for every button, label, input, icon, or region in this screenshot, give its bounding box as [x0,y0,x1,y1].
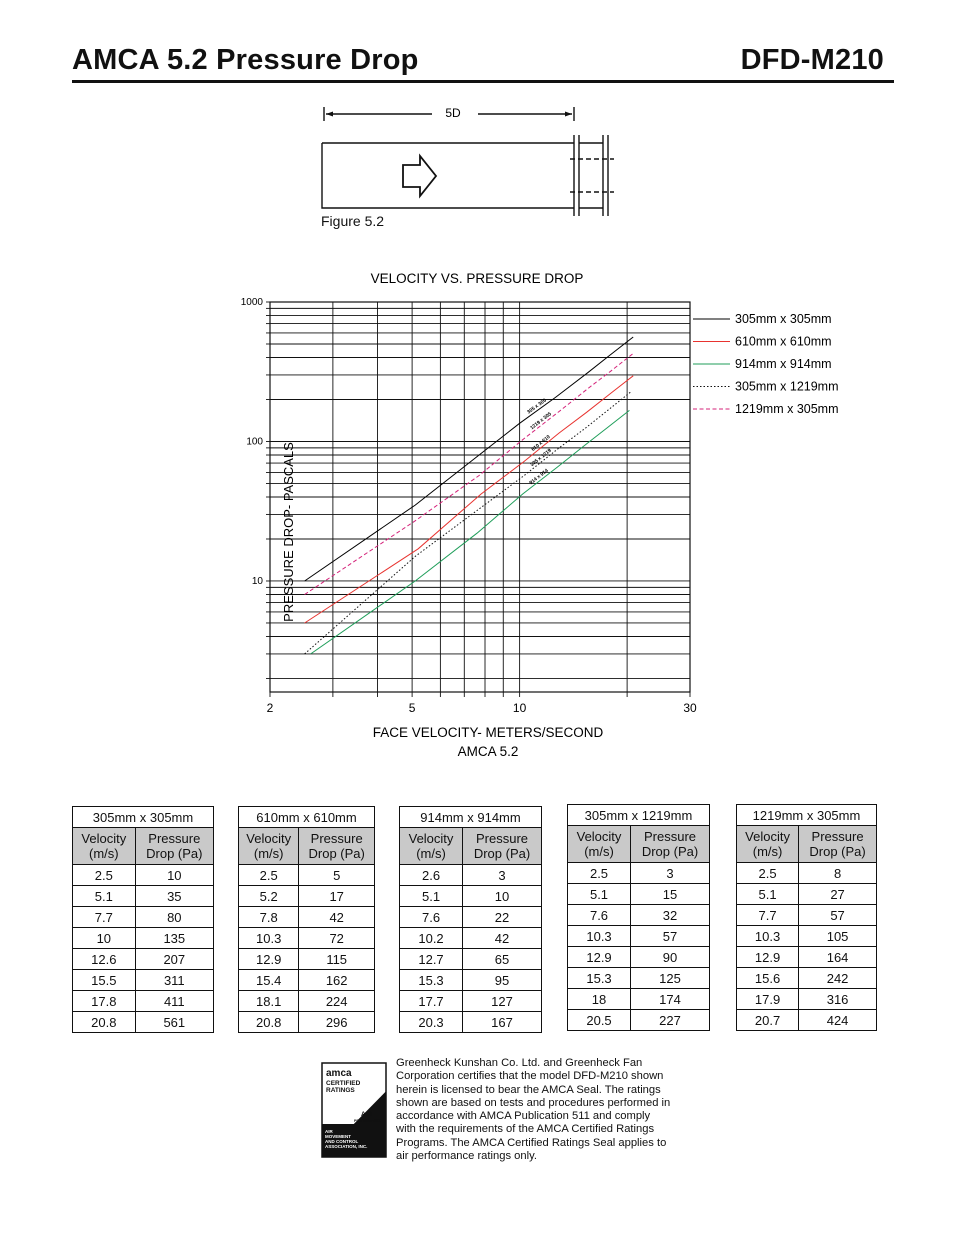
header-rule [72,80,894,83]
column-header-velocity: Velocity (m/s) [73,828,136,865]
pressure-cell: 8 [799,863,877,884]
x-tick-label: 5 [408,701,416,715]
chart-series [305,337,634,654]
seal-amca-text: amca [326,1068,352,1079]
y-tick-label: 100 [246,436,263,448]
pressure-cell: 95 [463,970,542,991]
table-row [73,1012,214,1033]
page-title: AMCA 5.2 Pressure Drop [72,44,419,76]
table-row [568,947,710,968]
certification-text: Greenheck Kunshan Co. Ltd. and Greenheck Fan Corporation certifies that the model DFD-M210 shown herein is licensed to bear the AMCA Seal. The ratings shown are based on tests and procedures performed in accordance with AMCA Publication 511 and comply with the requirements of the AMCA Certified Ratings Programs. The AMCA Certified Ratings Seal applies to air performance ratings only. [396,1057,671,1163]
velocity-cell: 7.7 [73,907,136,928]
pressure-cell: 42 [299,907,375,928]
model-number: DFD-M210 [740,44,884,76]
column-header-pressure: Pressure Drop (Pa) [631,826,710,863]
table-row [239,886,375,907]
duct-section [579,143,603,208]
table-row [239,928,375,949]
table-row [400,907,542,928]
velocity-cell: 15.3 [400,970,463,991]
pressure-cell: 224 [299,991,375,1012]
data-table-914x914 [399,806,542,1033]
table-row [239,1012,375,1033]
curve-label: 610 x 610 [530,434,552,453]
column-header-pressure: Pressure Drop (Pa) [135,828,213,865]
table-row [568,926,710,947]
pressure-cell: 174 [631,989,710,1010]
pressure-cell: 27 [799,884,877,905]
velocity-cell: 2.5 [239,865,299,886]
chart-title: VELOCITY VS. PRESSURE DROP [370,271,584,286]
column-header-velocity: Velocity (m/s) [239,828,299,865]
pressure-cell: 167 [463,1012,542,1033]
velocity-cell: 12.9 [737,947,799,968]
velocity-cell: 5.1 [568,884,631,905]
series-line-2 [305,376,634,623]
velocity-cell: 7.6 [568,905,631,926]
velocity-cell: 10.3 [568,926,631,947]
table-title: 1219mm x 305mm [737,805,877,826]
curve-label: 305 x 305 [526,397,548,416]
table-row [73,991,214,1012]
velocity-cell: 10.3 [737,926,799,947]
dim-arrow-left [326,112,333,117]
pressure-cell: 105 [799,926,877,947]
table-title: 305mm x 1219mm [568,805,710,826]
velocity-cell: 2.5 [73,865,136,886]
pressure-cell: 10 [135,865,213,886]
duct-flanges [574,135,608,216]
pressure-cell: 35 [135,886,213,907]
pressure-cell: 42 [463,928,542,949]
table-row [737,926,877,947]
table-row [568,863,710,884]
dimension-label: 5D [445,106,461,120]
pressure-cell: 22 [463,907,542,928]
velocity-cell: 17.8 [73,991,136,1012]
pressure-cell: 115 [299,949,375,970]
velocity-cell: 20.7 [737,1010,799,1031]
pressure-cell: 227 [631,1010,710,1031]
table-row [73,949,214,970]
table-row [239,970,375,991]
pressure-drop-chart [195,262,855,772]
velocity-cell: 12.7 [400,949,463,970]
table-row [73,886,214,907]
curve-label: 914 x 914 [528,467,550,487]
table-row [73,865,214,886]
pressure-cell: 5 [299,865,375,886]
table-row [73,970,214,991]
seal-performance-text: PERFORMANCE [354,1119,382,1123]
x-tick-label: 10 [512,701,527,715]
legend-label: 305mm x 1219mm [735,379,839,394]
column-header-velocity: Velocity (m/s) [568,826,631,863]
table-row [400,1012,542,1033]
velocity-cell: 5.1 [73,886,136,907]
table-row [737,968,877,989]
velocity-cell: 12.9 [568,947,631,968]
pressure-cell: 164 [799,947,877,968]
table-row [400,928,542,949]
y-tick-label: 1000 [240,297,263,308]
table-row [400,991,542,1012]
pressure-cell: 242 [799,968,877,989]
table-row [568,989,710,1010]
pressure-cell: 561 [135,1012,213,1033]
table-row [400,886,542,907]
legend-label: 610mm x 610mm [735,334,832,349]
velocity-cell: 5.1 [400,886,463,907]
legend-label: 914mm x 914mm [735,357,832,371]
table-row [737,884,877,905]
table-row [568,1010,710,1031]
velocity-cell: 18.1 [239,991,299,1012]
chart-tick-labels [241,297,697,715]
velocity-cell: 7.6 [400,907,463,928]
table-row [400,949,542,970]
table-row [568,968,710,989]
velocity-cell: 7.7 [737,905,799,926]
pressure-cell: 162 [299,970,375,991]
pressure-cell: 32 [631,905,710,926]
pressure-cell: 207 [135,949,213,970]
velocity-cell: 12.9 [239,949,299,970]
figure-caption: Figure 5.2 [321,213,385,229]
pressure-cell: 3 [631,863,710,884]
velocity-cell: 17.7 [400,991,463,1012]
velocity-cell: 15.5 [73,970,136,991]
series-line-4 [305,392,631,654]
amca-seal-logo [321,1062,387,1158]
column-header-pressure: Pressure Drop (Pa) [299,828,375,865]
pressure-cell: 65 [463,949,542,970]
velocity-cell: 17.9 [737,989,799,1010]
y-axis-label: PRESSURE DROP- PASCALS [281,442,296,622]
legend-label: 305mm x 305mm [735,312,832,326]
pressure-cell: 15 [631,884,710,905]
velocity-cell: 2.6 [400,865,463,886]
table-row [73,928,214,949]
velocity-cell: 10 [73,928,136,949]
x-tick-label: 2 [266,701,274,715]
pressure-cell: 57 [631,926,710,947]
velocity-cell: 15.3 [568,968,631,989]
series-line-1 [305,337,634,581]
pressure-cell: 10 [463,886,542,907]
table-row [568,884,710,905]
table-row [568,905,710,926]
velocity-cell: 7.8 [239,907,299,928]
pressure-cell: 296 [299,1012,375,1033]
table-row [737,989,877,1010]
seal-ratings-text: RATINGS [326,1087,355,1094]
velocity-cell: 20.8 [73,1012,136,1033]
table-row [73,907,214,928]
pressure-cell: 125 [631,968,710,989]
velocity-cell: 20.5 [568,1010,631,1031]
table-row [400,970,542,991]
pressure-cell: 135 [135,928,213,949]
velocity-cell: 15.4 [239,970,299,991]
pressure-cell: 411 [135,991,213,1012]
pressure-cell: 90 [631,947,710,968]
pressure-cell: 17 [299,886,375,907]
pressure-cell: 127 [463,991,542,1012]
table-title: 305mm x 305mm [73,807,214,828]
curve-label: 305 x 1219 [529,447,553,469]
pressure-cell: 424 [799,1010,877,1031]
table-row [737,947,877,968]
column-header-velocity: Velocity (m/s) [737,826,799,863]
table-row [239,907,375,928]
table-title: 610mm x 610mm [239,807,375,828]
seal-line-movement: MOVEMENT [325,1134,352,1139]
pressure-cell: 3 [463,865,542,886]
duct-outline [322,143,574,208]
velocity-cell: 2.5 [568,863,631,884]
velocity-cell: 10.2 [400,928,463,949]
x-tick-label: 30 [683,701,697,715]
pressure-cell: 57 [799,905,877,926]
pressure-cell: 311 [135,970,213,991]
seal-line-control: AND CONTROL [325,1139,359,1144]
curve-label: 1219 x 305 [529,411,553,432]
seal-line-air: AIR [325,1129,333,1134]
chart-grid [266,302,690,697]
velocity-cell: 20.8 [239,1012,299,1033]
table-row [400,865,542,886]
velocity-cell: 15.6 [737,968,799,989]
pressure-cell: 72 [299,928,375,949]
flow-arrow [403,156,436,196]
table-row [737,905,877,926]
pressure-cell: 316 [799,989,877,1010]
velocity-cell: 5.2 [239,886,299,907]
velocity-cell: 12.6 [73,949,136,970]
table-row [239,865,375,886]
table-row [737,863,877,884]
x-axis-label: FACE VELOCITY- METERS/SECOND [372,725,604,740]
column-header-velocity: Velocity (m/s) [400,828,463,865]
seal-air-text: AIR [361,1111,373,1118]
velocity-cell: 20.3 [400,1012,463,1033]
y-tick-label: 10 [251,575,263,587]
series-line-5 [305,354,633,595]
chart-legend [693,312,839,416]
velocity-cell: 5.1 [737,884,799,905]
seal-certified-text: CERTIFIED [326,1080,361,1087]
table-row [737,1010,877,1031]
seal-line-association: ASSOCIATION, INC. [325,1144,368,1149]
data-table-610x610 [238,806,375,1033]
data-table-305x305 [72,806,214,1033]
data-table-1219x305 [736,804,877,1031]
table-title: 914mm x 914mm [400,807,542,828]
velocity-cell: 10.3 [239,928,299,949]
velocity-cell: 18 [568,989,631,1010]
column-header-pressure: Pressure Drop (Pa) [799,826,877,863]
data-table-305x1219 [567,804,710,1031]
x-axis-sublabel: AMCA 5.2 [457,744,519,759]
dim-arrow-right [565,112,572,117]
series-line-3 [311,410,630,654]
table-row [239,949,375,970]
pressure-cell: 80 [135,907,213,928]
table-row [239,991,375,1012]
velocity-cell: 2.5 [737,863,799,884]
column-header-pressure: Pressure Drop (Pa) [463,828,542,865]
legend-label: 1219mm x 305mm [735,402,839,416]
